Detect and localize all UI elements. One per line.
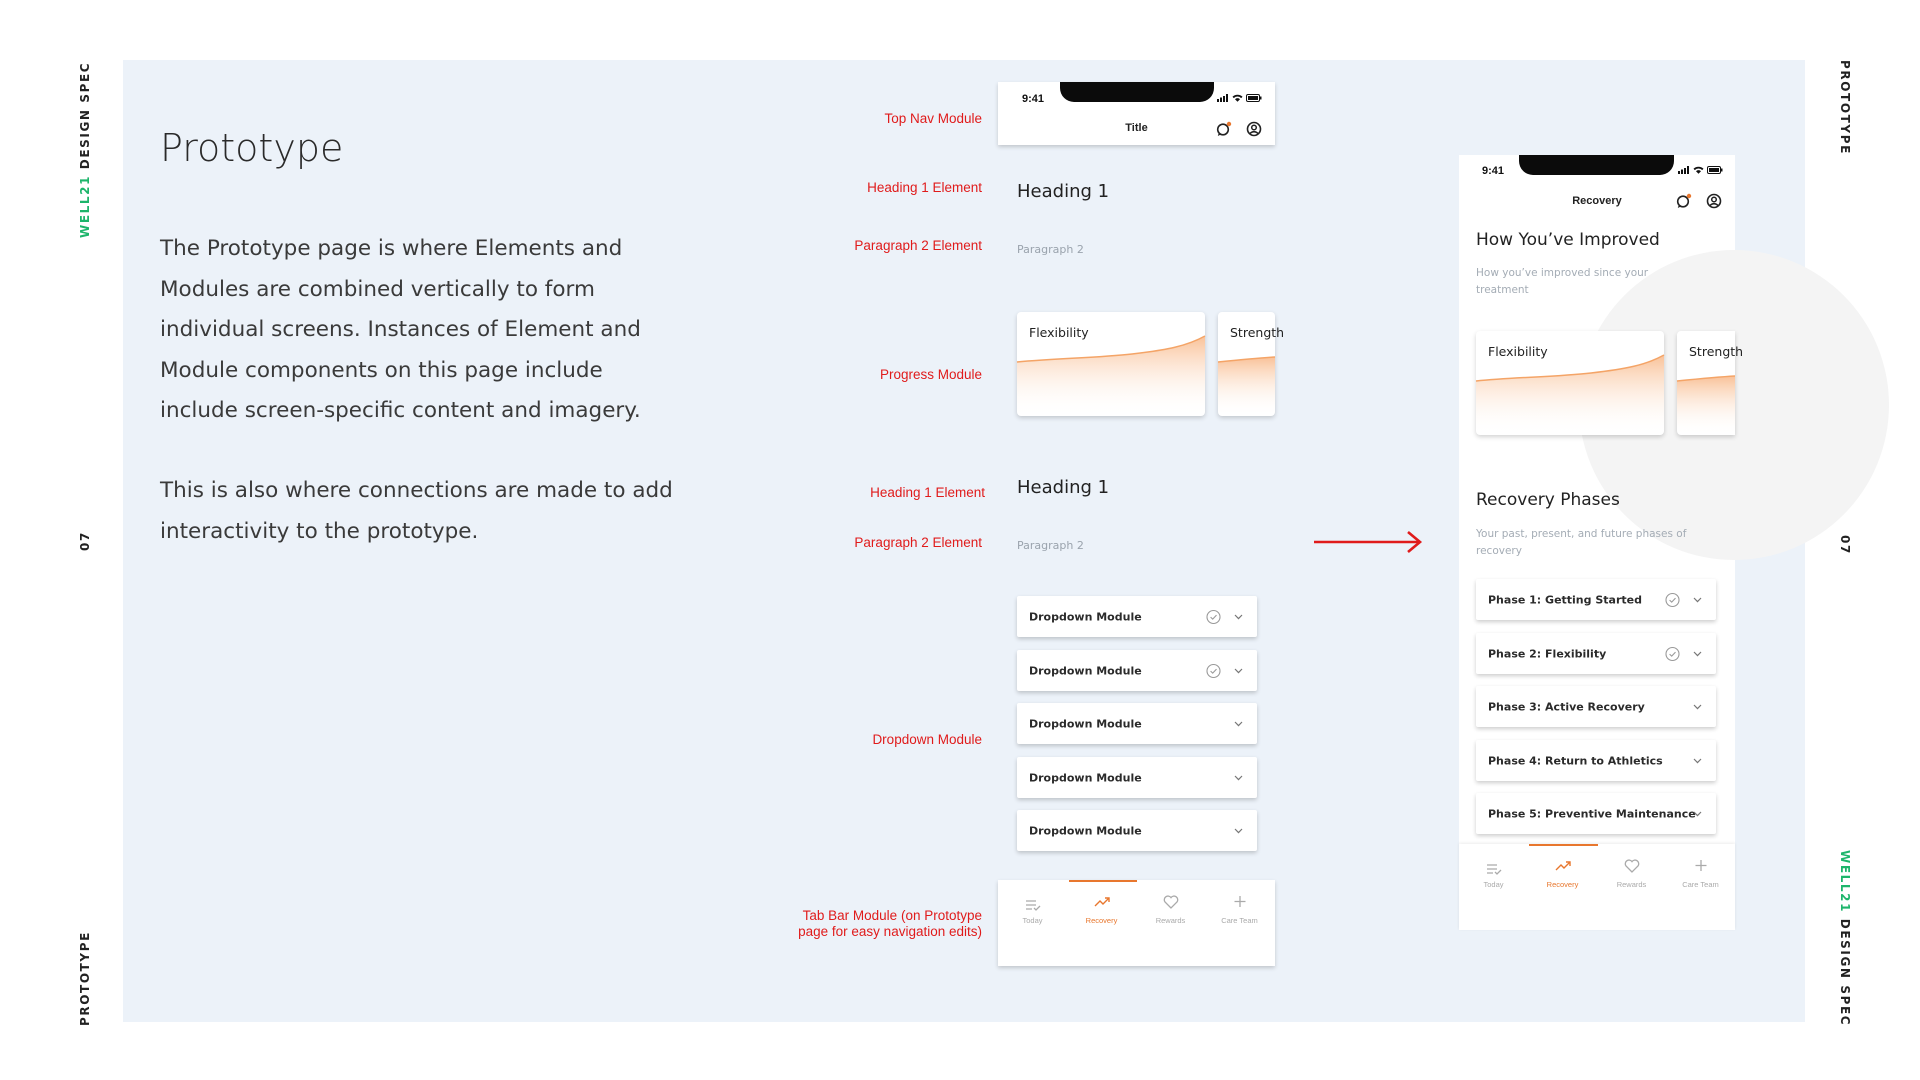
tab-label: Today (1483, 880, 1504, 889)
paragraph2-element-a: Paragraph 2 (1017, 243, 1084, 256)
heart-icon (1163, 895, 1179, 909)
annotation-heading1-a: Heading 1 Element (867, 180, 982, 195)
tab-label: Today (1022, 916, 1043, 925)
list-check-icon (1025, 899, 1041, 911)
tab-bar-module (998, 880, 1275, 966)
profile-icon[interactable] (1246, 121, 1262, 137)
progress-card-label: Flexibility (1488, 344, 1548, 359)
tab-today[interactable] (998, 880, 1067, 966)
dropdown-module[interactable] (1017, 703, 1257, 744)
arrow-right-icon (1312, 530, 1424, 554)
trending-up-icon (1555, 860, 1571, 872)
check-circle-icon (1665, 646, 1680, 661)
chevron-down-icon (1234, 614, 1243, 620)
progress-card[interactable] (1017, 312, 1205, 416)
phase-label: Phase 3: Active Recovery (1488, 700, 1645, 713)
progress-card-label: Flexibility (1029, 325, 1089, 340)
tab-label: Recovery (1085, 916, 1118, 925)
side-label-page-number-right: 07 (1838, 535, 1852, 555)
annotation-progress: Progress Module (879, 367, 982, 382)
nav-title: Title (1125, 122, 1148, 134)
phase-dropdown-3[interactable] (1476, 686, 1716, 727)
annotation-tabbar-line-2: page for easy navigation edits) (798, 924, 982, 939)
chevron-down-icon (1234, 721, 1243, 727)
chevron-down-icon (1693, 651, 1702, 657)
tab-care-team[interactable] (1205, 880, 1274, 966)
side-label-page-number-left: 07 (78, 531, 92, 551)
phases-heading: Recovery Phases (1476, 490, 1620, 510)
status-icons (1217, 94, 1262, 102)
list-check-icon (1486, 863, 1502, 875)
status-icons (1678, 166, 1723, 174)
side-label-prototype-left: PROTOTYPE (78, 931, 92, 1026)
progress-card-label: Strength (1230, 325, 1285, 340)
check-circle-icon (1665, 592, 1680, 607)
tab-rewards[interactable] (1597, 844, 1666, 930)
check-circle-icon (1206, 663, 1221, 678)
chevron-down-icon (1693, 704, 1702, 710)
chat-notification-icon[interactable] (1676, 193, 1692, 209)
tab-today[interactable] (1459, 844, 1528, 930)
chevron-down-icon (1234, 775, 1243, 781)
annotation-paragraph2-b: Paragraph 2 Element (854, 535, 982, 550)
chevron-down-icon (1693, 597, 1702, 603)
tab-label: Recovery (1546, 880, 1579, 889)
dropdown-module[interactable] (1017, 650, 1257, 691)
phase-dropdown-5[interactable] (1476, 793, 1716, 834)
plus-icon (1233, 895, 1246, 908)
tab-recovery[interactable] (1528, 844, 1597, 930)
dropdown-module[interactable] (1017, 596, 1257, 637)
annotation-dropdown: Dropdown Module (872, 732, 982, 747)
wifi-icon (1232, 94, 1243, 102)
tab-label: Rewards (1155, 916, 1186, 925)
heading1-element-a: Heading 1 (1017, 181, 1110, 202)
trending-up-icon (1094, 896, 1110, 908)
dropdown-label: Dropdown Module (1029, 664, 1142, 677)
battery-icon (1707, 166, 1723, 174)
intro-paragraph-1: The Prototype page is where Elements and Modules are combined vertically to form individual screens. Instances of Element and Module components on this page include include screen-specific content and imagery. (160, 236, 641, 423)
wifi-icon (1693, 166, 1704, 174)
status-time: 9:41 (1022, 93, 1045, 105)
progress-area-chart (1476, 331, 1664, 435)
paragraph2-element-b: Paragraph 2 (1017, 539, 1084, 552)
phase-dropdown-1[interactable] (1476, 579, 1716, 620)
tab-label: Care Team (1682, 880, 1719, 889)
side-label-design-spec-right: WELL21 DESIGN SPEC (1838, 850, 1852, 1027)
chat-notification-icon[interactable] (1216, 121, 1232, 137)
chevron-down-icon (1234, 828, 1243, 834)
dropdown-label: Dropdown Module (1029, 771, 1142, 784)
dropdown-label: Dropdown Module (1029, 717, 1142, 730)
phase-dropdown-4[interactable] (1476, 740, 1716, 781)
phone-notch (1060, 82, 1214, 102)
tab-rewards[interactable] (1136, 880, 1205, 966)
progress-card[interactable] (1218, 312, 1285, 416)
dropdown-label: Dropdown Module (1029, 610, 1142, 623)
phase-label: Phase 4: Return to Athletics (1488, 754, 1663, 767)
chevron-down-icon (1234, 668, 1243, 674)
tab-label: Rewards (1616, 880, 1647, 889)
annotation-tabbar-line-1: Tab Bar Module (on Prototype (802, 908, 982, 923)
tab-recovery[interactable] (1067, 880, 1136, 966)
phone-notch (1519, 155, 1674, 175)
prototype-screen (1459, 155, 1744, 930)
annotation-tabbar (798, 908, 982, 940)
page-title: Prototype (160, 126, 344, 170)
phase-label: Phase 5: Preventive Maintenance (1488, 807, 1696, 820)
cellular-signal-icon (1217, 94, 1229, 102)
plus-icon (1694, 859, 1707, 872)
phases-subtitle: Your past, present, and future phases of recovery (1476, 528, 1687, 557)
intro-paragraph-2: This is also where connections are made to add interactivity to the prototype. (160, 478, 673, 544)
progress-card[interactable] (1677, 331, 1744, 435)
top-nav-module (998, 82, 1275, 145)
improved-subtitle: How you’ve improved since your treatment (1476, 267, 1649, 296)
chevron-down-icon (1693, 758, 1702, 764)
progress-card-label: Strength (1689, 344, 1744, 359)
dropdown-module[interactable] (1017, 810, 1257, 851)
side-label-design-spec-left: WELL21 DESIGN SPEC (78, 61, 92, 238)
dropdown-label: Dropdown Module (1029, 824, 1142, 837)
annotation-top-nav: Top Nav Module (884, 111, 982, 126)
phase-label: Phase 1: Getting Started (1488, 593, 1642, 606)
progress-area-chart (1017, 312, 1205, 416)
profile-icon[interactable] (1706, 193, 1722, 209)
status-time: 9:41 (1482, 165, 1505, 177)
tab-bar (1459, 844, 1735, 930)
phase-dropdown-2[interactable] (1476, 633, 1716, 674)
annotation-heading1-b: Heading 1 Element (870, 485, 985, 500)
improved-heading: How You’ve Improved (1476, 230, 1660, 250)
annotation-paragraph2-a: Paragraph 2 Element (854, 238, 982, 253)
progress-area-chart (1218, 312, 1275, 416)
tab-care-team[interactable] (1666, 844, 1735, 930)
heading1-element-b: Heading 1 (1017, 477, 1110, 498)
phase-label: Phase 2: Flexibility (1488, 647, 1607, 660)
side-label-prototype-right: PROTOTYPE (1838, 60, 1852, 155)
cellular-signal-icon (1678, 166, 1690, 174)
nav-title: Recovery (1572, 195, 1622, 207)
battery-icon (1246, 94, 1262, 102)
check-circle-icon (1206, 609, 1221, 624)
progress-card[interactable] (1476, 331, 1664, 435)
chevron-down-icon (1693, 811, 1702, 817)
heart-icon (1624, 859, 1640, 873)
progress-area-chart (1677, 331, 1735, 435)
tab-label: Care Team (1221, 916, 1258, 925)
dropdown-module[interactable] (1017, 757, 1257, 798)
